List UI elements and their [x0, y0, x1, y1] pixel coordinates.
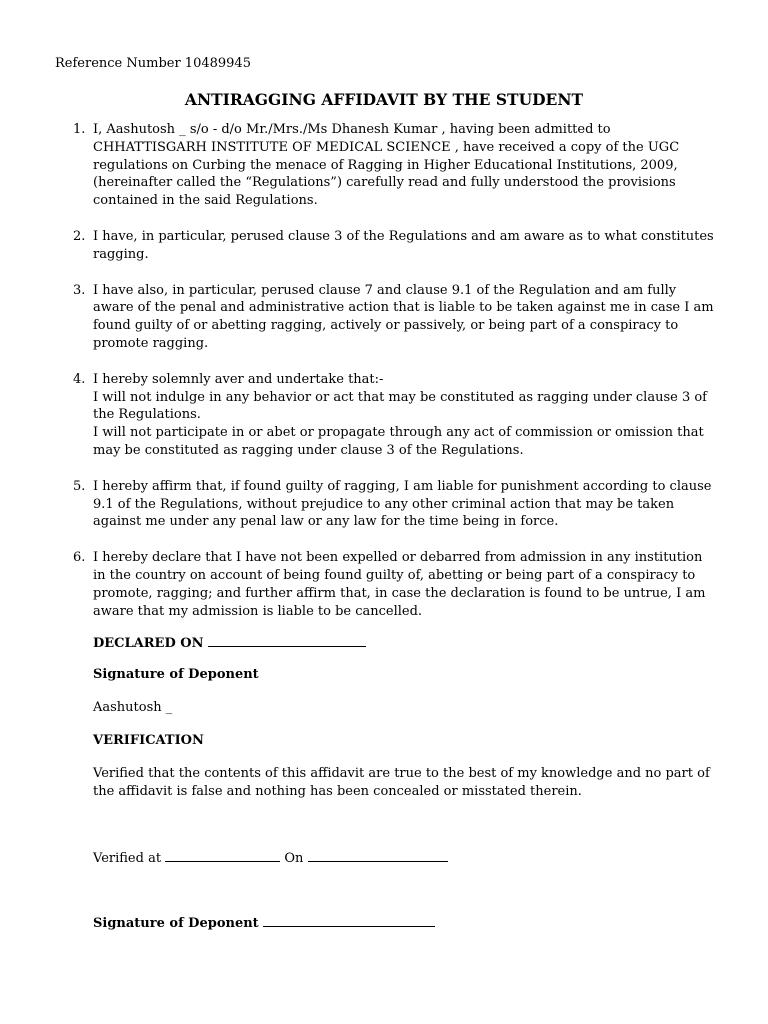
- clause-5: [73, 478, 718, 531]
- clause-undertaking-1: I will not indulge in any behavior or act that may be constituted as ragging under clause 3 of the Regulations.: [93, 389, 707, 423]
- signature-label: Signature of Deponent: [93, 667, 259, 682]
- clause-text: I hereby affirm that, if found guilty of ragging, I am liable for punishment according to clause 9.1 of the Regulations, without prejudice to any other criminal action that may be taken against me under any penal law or any law for the time being in force.: [93, 478, 712, 530]
- clause-number: 1.: [73, 122, 86, 137]
- clause-number: 5.: [73, 478, 86, 494]
- clause-3: [73, 282, 718, 353]
- final-signature-blank: [263, 913, 435, 927]
- clause-number: 2.: [73, 228, 86, 244]
- clause-1: [73, 121, 718, 210]
- on-label: On: [284, 851, 304, 866]
- final-signature-label: Signature of Deponent: [93, 916, 259, 931]
- verified-at-blank: [165, 848, 280, 862]
- clause-6: [73, 549, 718, 620]
- clause-number: 4.: [73, 371, 86, 387]
- declared-on-blank: [208, 633, 366, 647]
- clause-text: I, Aashutosh _ s/o - d/o Mr./Mrs./Ms Dhanesh Kumar , having been admitted to CHHATTISGARH INSTITUTE OF MEDICAL SCIENCE , have received a copy of the UGC regulations on Curbing the menace of Ragging in Higher Educational Institutions, 2009, (hereinafter called the “Regulations”) carefully read and fully understood the provisions contained in the said Regulations.: [93, 122, 680, 209]
- on-date-blank: [308, 848, 448, 862]
- clause-4: [73, 371, 718, 460]
- declared-on-label: DECLARED ON: [93, 636, 204, 651]
- verification-text: Verified that the contents of this affidavit are true to the best of my knowledge and no part of the affidavit is false and nothing has been concealed or misstated therein.: [93, 766, 710, 799]
- verified-at-row: [93, 848, 448, 868]
- final-signature-row: [93, 913, 435, 933]
- document-title: ANTIRAGGING AFFIDAVIT BY THE STUDENT: [184, 90, 584, 109]
- declared-on-row: [93, 633, 366, 653]
- clause-2: [73, 228, 718, 264]
- clause-text: I hereby declare that I have not been expelled or debarred from admission in any institution in the country on account of being found guilty of, abetting or being part of a conspiracy to promote, ragging; and further affirm that, in case the declaration is found to be untrue, I am aware that my admission is liable to be cancelled.: [93, 550, 706, 619]
- clause-number: 3.: [73, 282, 86, 298]
- affidavit-clauses: [73, 121, 718, 638]
- verified-at-label: Verified at: [93, 851, 162, 866]
- clause-number: 6.: [73, 550, 86, 566]
- verification-heading: VERIFICATION: [93, 733, 204, 748]
- clause-text: I have also, in particular, perused clause 7 and clause 9.1 of the Regulation and am fully aware of the penal and administrative action that is liable to be taken against me in case I am found guilty of or abetting ragging, actively or passively, or being part of a conspiracy to promote ragging.: [93, 282, 714, 351]
- clause-text: I hereby solemnly aver and undertake that:-: [93, 371, 384, 387]
- clause-text: I have, in particular, perused clause 3 of the Regulations and am aware as to what constitutes ragging.: [93, 228, 714, 262]
- clause-undertaking-2: I will not participate in or abet or propagate through any act of commission or omission that may be constituted as ragging under clause 3 of the Regulations.: [93, 425, 704, 458]
- deponent-name: Aashutosh _: [93, 700, 173, 715]
- reference-number: Reference Number 10489945: [55, 56, 251, 71]
